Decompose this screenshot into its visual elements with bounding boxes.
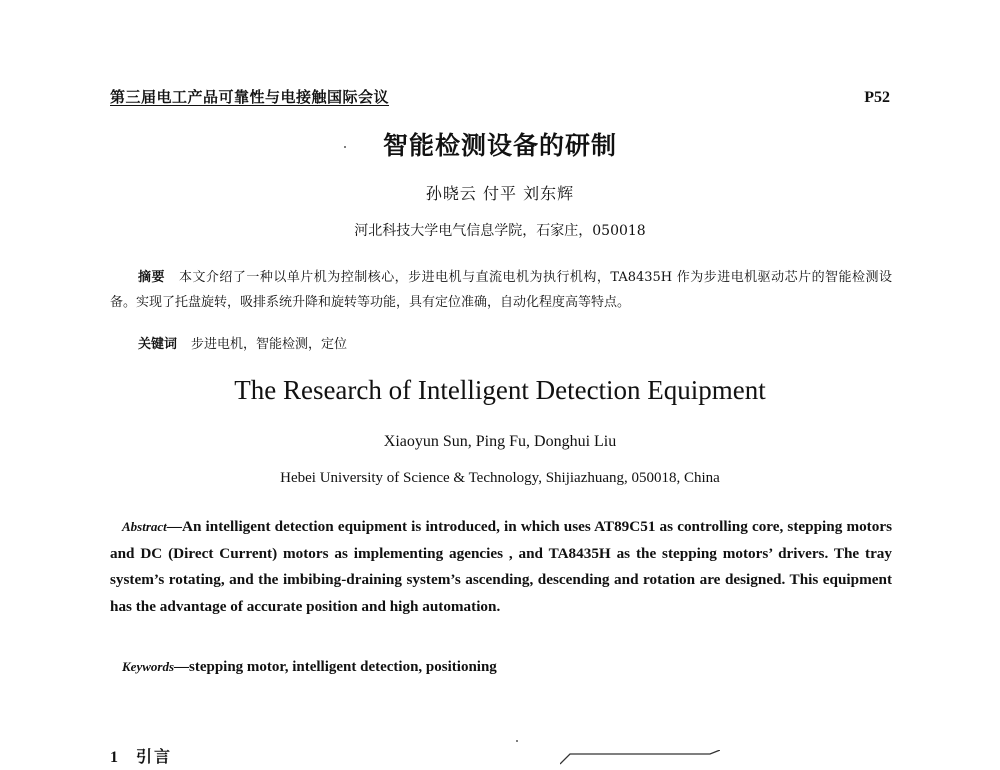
keywords-label-english: Keywords bbox=[122, 659, 174, 674]
scan-speck bbox=[344, 146, 346, 148]
keywords-text-chinese: 步进电机，智能检测，定位 bbox=[191, 337, 348, 352]
figure-edge bbox=[560, 750, 720, 764]
section-heading bbox=[110, 744, 172, 767]
keywords-english bbox=[122, 659, 497, 676]
figure-outline-top bbox=[560, 750, 720, 770]
scan-speck bbox=[516, 740, 518, 742]
page-number: P52 bbox=[864, 89, 890, 106]
abstract-label-english: Abstract bbox=[122, 519, 167, 534]
abstract-text-english: —An intelligent detection equipment is introduced, in which uses AT89C51 as controlling core, stepping motors and DC (Direct Current) motors as implementing agencies , and TA8435H as the stepping motors’ drivers. The tray system’s rotating, and the imbibing-draining system’s ascending, descending and rotation are designed. This equipment has the advantage of accurate position and high automation. bbox=[110, 518, 892, 615]
affiliation-english: Hebei University of Science & Technology, Shijiazhuang, 050018, China bbox=[280, 470, 720, 486]
title-chinese: 智能检测设备的研制 bbox=[382, 131, 617, 160]
keywords-chinese bbox=[138, 333, 347, 352]
authors-chinese: 孙晓云 付平 刘东辉 bbox=[425, 184, 575, 203]
conference-name: 第三届电工产品可靠性与电接触国际会议 bbox=[110, 88, 390, 106]
section-title: 引言 bbox=[136, 747, 173, 766]
keywords-text-english: —stepping motor, intelligent detection, positioning bbox=[174, 659, 497, 675]
abstract-label-chinese: 摘要 bbox=[138, 270, 165, 285]
section-number: 1 bbox=[110, 749, 120, 766]
title-english: The Research of Intelligent Detection Equipment bbox=[234, 375, 766, 405]
keywords-label-chinese: 关键词 bbox=[138, 337, 178, 352]
abstract-english bbox=[110, 514, 892, 620]
abstract-chinese bbox=[110, 265, 892, 315]
authors-english: Xiaoyun Sun, Ping Fu, Donghui Liu bbox=[383, 433, 617, 450]
abstract-text-chinese: 本文介绍了一种以单片机为控制核心，步进电机与直流电机为执行机构，TA8435H 作为步进电机驱动芯片的智能检测设备。实现了托盘旋转，吸排系统升降和旋转等功能，具有定位准确，自动化程度高等特点。 bbox=[110, 270, 892, 310]
running-header bbox=[110, 86, 890, 107]
affiliation-chinese: 河北科技大学电气信息学院，石家庄，050018 bbox=[354, 223, 646, 239]
